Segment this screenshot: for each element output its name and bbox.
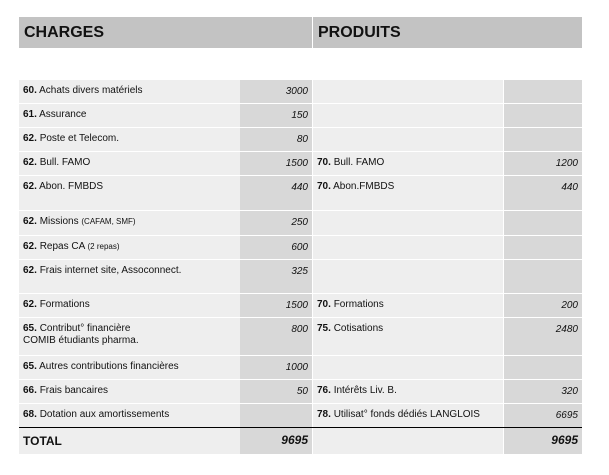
table-row <box>19 104 582 127</box>
charge-amount: 250 <box>240 211 312 235</box>
charge-code: 68. <box>23 409 37 420</box>
produit-label-cell <box>313 176 503 210</box>
total-label: TOTAL <box>19 428 240 454</box>
produit-amount: 6695 <box>504 404 582 427</box>
produit-amount <box>504 80 582 103</box>
produit-label-cell <box>313 294 503 317</box>
charge-amount: 3000 <box>240 80 312 103</box>
charge-amount: 325 <box>240 260 312 293</box>
charges-header: CHARGES <box>19 17 312 48</box>
produit-label-cell <box>313 211 503 235</box>
charge-code: 65. <box>23 323 37 334</box>
produit-amount <box>504 260 582 293</box>
charge-label: Frais bancaires <box>39 385 109 396</box>
charge-amount: 1000 <box>240 356 312 379</box>
charge-label: Autres contributions financières <box>39 361 179 372</box>
charge-amount: 50 <box>240 380 312 403</box>
charge-code: 60. <box>23 85 37 96</box>
produit-amount <box>504 104 582 127</box>
charge-label: Missions <box>39 216 79 227</box>
charge-label: Bull. FAMO <box>39 157 91 168</box>
total-row <box>19 427 582 454</box>
charge-label: Formations <box>39 299 90 310</box>
charge-label: Abon. FMBDS <box>39 181 104 192</box>
charge-code: 62. <box>23 299 37 310</box>
charge-label-cell <box>19 294 240 317</box>
table-row <box>19 236 582 259</box>
charge-code: 62. <box>23 265 37 276</box>
charge-amount: 80 <box>240 128 312 151</box>
charge-label: Dotation aux amortissements <box>39 409 170 420</box>
charge-code: 66. <box>23 385 37 396</box>
charge-amount: 600 <box>240 236 312 259</box>
produits-header: PRODUITS <box>313 17 582 48</box>
produit-code: 70. <box>317 181 331 192</box>
charge-label: Contribut° financière <box>39 323 131 334</box>
charge-amount: 1500 <box>240 294 312 317</box>
table-row <box>19 380 582 403</box>
produit-label-cell <box>313 380 503 403</box>
charge-label-cell <box>19 260 240 293</box>
produit-total-spacer <box>313 428 503 454</box>
table-row <box>19 318 582 355</box>
charge-note: (CAFAM, SMF) <box>81 217 136 226</box>
table-row <box>19 128 582 151</box>
produit-label: Abon.FMBDS <box>333 181 395 192</box>
produit-amount: 320 <box>504 380 582 403</box>
charge-label: Frais internet site, Assoconnect. <box>39 265 182 276</box>
charge-amount: 150 <box>240 104 312 127</box>
charge-label-cell <box>19 380 240 403</box>
produit-amount: 2480 <box>504 318 582 355</box>
produit-amount: 440 <box>504 176 582 210</box>
charge-label: Assurance <box>39 109 87 120</box>
table-row <box>19 80 582 103</box>
produit-code: 76. <box>317 385 331 396</box>
charge-code: 62. <box>23 216 37 227</box>
table-row <box>19 294 582 317</box>
produit-label: Utilisat° fonds dédiés LANGLOIS <box>333 409 480 420</box>
produit-label-cell <box>313 128 503 151</box>
charge-amount <box>240 404 312 427</box>
charge-amount: 800 <box>240 318 312 355</box>
produit-amount: 200 <box>504 294 582 317</box>
charge-code: 61. <box>23 109 37 120</box>
produit-label: Intérêts Liv. B. <box>333 385 397 396</box>
produit-amount: 1200 <box>504 152 582 175</box>
produits-total: 9695 <box>504 428 582 454</box>
charge-label-cell <box>19 152 240 175</box>
table-row <box>19 211 582 235</box>
charge-label-cell <box>19 176 240 210</box>
table-row <box>19 260 582 293</box>
charges-total: 9695 <box>240 428 312 454</box>
charge-label: Poste et Telecom. <box>39 133 119 144</box>
produit-amount <box>504 236 582 259</box>
produit-code: 70. <box>317 299 331 310</box>
produit-code: 70. <box>317 157 331 168</box>
produit-label-cell <box>313 104 503 127</box>
charge-label-cell <box>19 236 240 259</box>
table-row <box>19 356 582 379</box>
produit-amount <box>504 128 582 151</box>
produit-label: Formations <box>333 299 384 310</box>
produit-label: Bull. FAMO <box>333 157 385 168</box>
produit-label-cell <box>313 236 503 259</box>
charge-code: 62. <box>23 133 37 144</box>
table-row <box>19 404 582 427</box>
produit-code: 75. <box>317 323 331 334</box>
produit-amount <box>504 211 582 235</box>
charge-label-cell <box>19 318 240 355</box>
charge-label-line2: COMIB étudiants pharma. <box>23 335 139 346</box>
produit-label: Cotisations <box>333 323 384 334</box>
charge-label-cell <box>19 211 240 235</box>
table-row <box>19 176 582 210</box>
produit-label-cell <box>313 80 503 103</box>
charge-note: (2 repas) <box>87 242 120 251</box>
charge-code: 62. <box>23 157 37 168</box>
produit-code: 78. <box>317 409 331 420</box>
charge-label-cell <box>19 356 240 379</box>
charge-code: 62. <box>23 181 37 192</box>
charge-label: Achats divers matériels <box>39 85 143 96</box>
produit-label-cell <box>313 318 503 355</box>
charge-label-cell <box>19 80 240 103</box>
charge-label-cell <box>19 104 240 127</box>
produit-amount <box>504 356 582 379</box>
charge-label-cell <box>19 404 240 427</box>
produit-label-cell <box>313 404 503 427</box>
charge-amount: 1500 <box>240 152 312 175</box>
produit-label-cell <box>313 152 503 175</box>
charge-label-cell <box>19 128 240 151</box>
charge-code: 65. <box>23 361 37 372</box>
produit-label-cell <box>313 356 503 379</box>
produit-label-cell <box>313 260 503 293</box>
charge-amount: 440 <box>240 176 312 210</box>
table-row <box>19 152 582 175</box>
charge-code: 62. <box>23 241 37 252</box>
charge-label: Repas CA <box>39 241 85 252</box>
